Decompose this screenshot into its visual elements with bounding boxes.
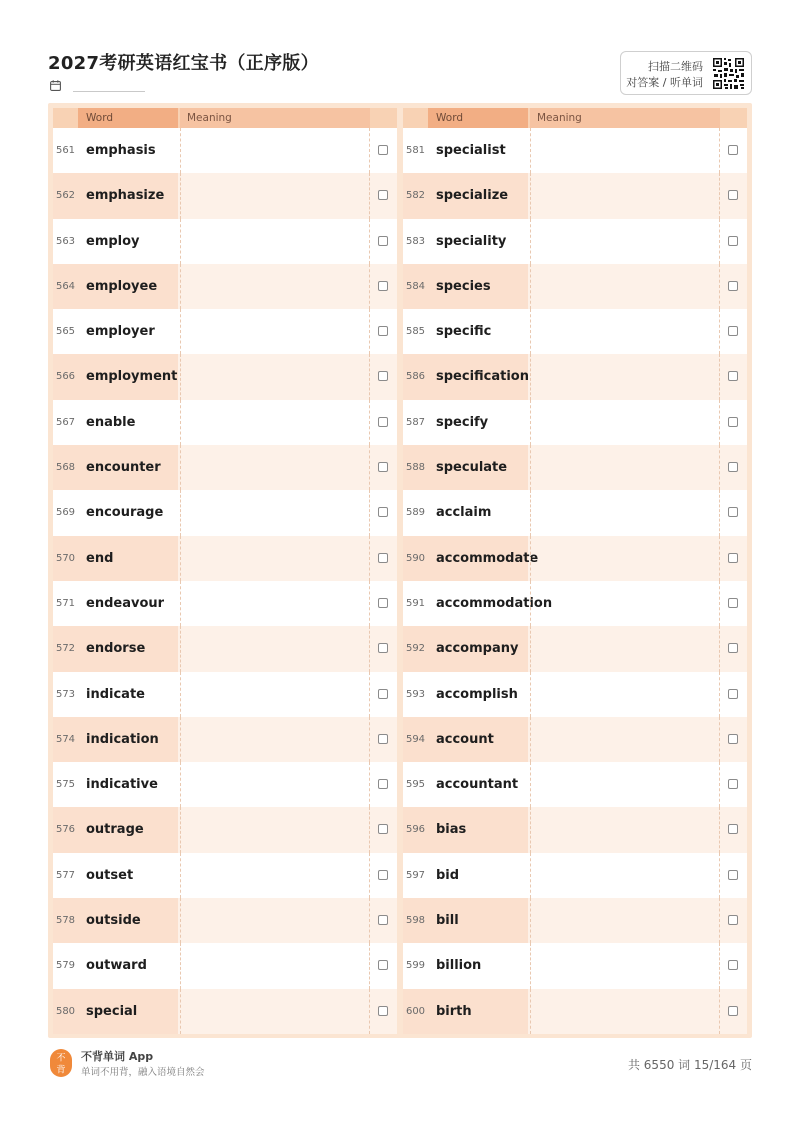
- meaning-field[interactable]: [530, 490, 720, 535]
- table-row: [403, 128, 747, 173]
- meaning-field[interactable]: [530, 264, 720, 309]
- table-row: [53, 490, 397, 535]
- vocab-table-right: [403, 108, 747, 1034]
- footer-slogan: 单词不用背，融入语境自然会: [81, 1067, 205, 1078]
- table-row: [403, 762, 747, 807]
- table-row: [403, 445, 747, 490]
- table-row: [53, 898, 397, 943]
- table-row: [403, 309, 747, 354]
- row-number: 599: [405, 960, 426, 972]
- vocab-word: billion: [436, 958, 482, 974]
- meaning-field[interactable]: [180, 581, 370, 626]
- vocab-word: outset: [86, 867, 134, 883]
- meaning-field[interactable]: [530, 400, 720, 445]
- row-number: 598: [403, 898, 428, 943]
- row-checkbox[interactable]: [728, 145, 738, 155]
- row-number: 575: [55, 779, 76, 791]
- vocab-word: specialist: [436, 143, 506, 158]
- row-number: 574: [53, 717, 78, 762]
- table-body: [403, 128, 747, 1034]
- row-checkbox[interactable]: [728, 553, 738, 563]
- row-checkbox[interactable]: [378, 734, 388, 744]
- meaning-field[interactable]: [180, 626, 370, 671]
- meaning-field[interactable]: [180, 536, 370, 581]
- row-checkbox[interactable]: [728, 326, 738, 336]
- row-checkbox[interactable]: [728, 190, 738, 200]
- row-number: 569: [55, 507, 76, 519]
- row-checkbox[interactable]: [728, 417, 738, 427]
- meaning-field[interactable]: [180, 219, 370, 264]
- vocab-word: encourage: [86, 505, 164, 521]
- vocabulary-sheet: [48, 103, 752, 1038]
- vocab-word: enable: [86, 414, 136, 430]
- table-row: [403, 989, 747, 1034]
- vocab-word: specify: [436, 414, 489, 430]
- table-row: [53, 626, 397, 671]
- row-checkbox[interactable]: [378, 371, 388, 381]
- vocab-word: indicative: [86, 777, 158, 793]
- meaning-field[interactable]: [180, 128, 370, 173]
- date-row: [50, 79, 150, 93]
- row-checkbox[interactable]: [378, 326, 388, 336]
- app-logo-icon: [50, 1049, 72, 1077]
- meaning-field[interactable]: [530, 807, 720, 852]
- vocab-word: endorse: [78, 626, 178, 671]
- table-row: [53, 807, 397, 852]
- page-title: 2027考研英语红宝书（正序版）: [48, 53, 319, 74]
- table-row: [403, 898, 747, 943]
- row-number: 591: [405, 597, 426, 609]
- row-checkbox[interactable]: [378, 145, 388, 155]
- row-checkbox[interactable]: [378, 960, 388, 970]
- vocab-word: accountant: [436, 777, 519, 793]
- vocab-word: speciality: [436, 233, 507, 249]
- meaning-field[interactable]: [180, 943, 370, 988]
- row-number: 593: [405, 688, 426, 700]
- row-number: 594: [403, 717, 428, 762]
- table-row: [53, 672, 397, 717]
- row-checkbox[interactable]: [728, 824, 738, 834]
- meaning-field[interactable]: [180, 853, 370, 898]
- row-number: 578: [53, 898, 78, 943]
- meaning-field[interactable]: [180, 807, 370, 852]
- row-number: 589: [405, 507, 426, 519]
- page-counter: 共 6550 词 15/164 页: [627, 1058, 752, 1072]
- meaning-field[interactable]: [530, 762, 720, 807]
- table-row: [53, 309, 397, 354]
- row-number: 582: [403, 173, 428, 218]
- vocab-word: accommodation: [436, 595, 553, 611]
- vocab-word: employ: [86, 233, 140, 249]
- qr-code-icon[interactable]: [712, 57, 745, 90]
- row-checkbox[interactable]: [378, 507, 388, 517]
- row-checkbox[interactable]: [378, 236, 388, 246]
- row-number: 584: [403, 264, 428, 309]
- meaning-field[interactable]: [180, 717, 370, 762]
- svg-text:不: 不: [56, 1053, 66, 1064]
- table-row: [53, 581, 397, 626]
- vocab-word: speculate: [428, 445, 528, 490]
- row-number: 565: [55, 326, 76, 338]
- row-number: 597: [405, 869, 426, 881]
- meaning-field[interactable]: [180, 989, 370, 1034]
- vocab-word: specialize: [428, 173, 528, 218]
- table-row: [53, 853, 397, 898]
- row-checkbox[interactable]: [378, 190, 388, 200]
- table-row: [53, 173, 397, 218]
- vocab-word: indicate: [86, 686, 145, 702]
- meaning-field[interactable]: [530, 581, 720, 626]
- row-checkbox[interactable]: [378, 779, 388, 789]
- row-checkbox[interactable]: [378, 462, 388, 472]
- row-number: 581: [405, 145, 426, 156]
- row-checkbox[interactable]: [728, 734, 738, 744]
- row-number: 571: [55, 597, 76, 609]
- row-checkbox[interactable]: [728, 960, 738, 970]
- row-checkbox[interactable]: [378, 915, 388, 925]
- row-number: 595: [405, 779, 426, 791]
- row-checkbox[interactable]: [728, 1006, 738, 1016]
- footer-app-name: 不背单词 App: [81, 1050, 154, 1063]
- row-checkbox[interactable]: [378, 417, 388, 427]
- meaning-field[interactable]: [530, 898, 720, 943]
- vocab-word: indication: [78, 717, 178, 762]
- vocab-word: special: [78, 989, 178, 1034]
- meaning-field[interactable]: [530, 128, 720, 173]
- row-number: 566: [53, 354, 78, 399]
- qr-caption-line2: 对答案 / 听单词: [626, 76, 703, 89]
- table-row: [53, 717, 397, 762]
- vocab-word: birth: [428, 989, 528, 1034]
- row-checkbox[interactable]: [378, 1006, 388, 1016]
- qr-caption-line1: 扫描二维码: [648, 60, 703, 73]
- row-number: 561: [55, 145, 76, 156]
- meaning-field[interactable]: [530, 672, 720, 717]
- vocab-word: acclaim: [436, 505, 492, 521]
- row-checkbox[interactable]: [728, 598, 738, 608]
- meaning-field[interactable]: [530, 354, 720, 399]
- row-checkbox[interactable]: [378, 643, 388, 653]
- meaning-field[interactable]: [180, 898, 370, 943]
- meaning-field[interactable]: [530, 626, 720, 671]
- row-checkbox[interactable]: [728, 689, 738, 699]
- row-number: 586: [403, 354, 428, 399]
- meaning-field[interactable]: [530, 536, 720, 581]
- vocab-word: encounter: [78, 445, 178, 490]
- table-header: [53, 108, 397, 128]
- vocab-word: emphasis: [86, 143, 156, 158]
- row-number: 576: [53, 807, 78, 852]
- row-number: 583: [405, 235, 426, 247]
- vocab-word: bid: [436, 867, 460, 883]
- row-checkbox[interactable]: [728, 507, 738, 517]
- table-header: [403, 108, 747, 128]
- meaning-field[interactable]: [530, 219, 720, 264]
- row-number: 570: [53, 536, 78, 581]
- table-row: [403, 536, 747, 581]
- vocab-word: specific: [436, 324, 492, 340]
- table-row: [403, 219, 747, 264]
- row-number: 580: [53, 989, 78, 1034]
- table-row: [403, 853, 747, 898]
- date-field[interactable]: [73, 91, 145, 92]
- column-header-word: Word: [78, 108, 178, 128]
- row-number: 564: [53, 264, 78, 309]
- row-checkbox[interactable]: [728, 915, 738, 925]
- column-header-word: Word: [428, 108, 528, 128]
- row-number: 590: [403, 536, 428, 581]
- row-number: 588: [403, 445, 428, 490]
- table-row: [403, 581, 747, 626]
- vocab-word: employer: [86, 324, 155, 340]
- meaning-field[interactable]: [180, 762, 370, 807]
- vocab-word: emphasize: [78, 173, 178, 218]
- vocab-word: outside: [78, 898, 178, 943]
- table-row: [53, 943, 397, 988]
- vocab-table-left: [53, 108, 397, 1034]
- vocab-word: outrage: [78, 807, 178, 852]
- row-checkbox[interactable]: [378, 824, 388, 834]
- table-row: [403, 173, 747, 218]
- row-number: 568: [53, 445, 78, 490]
- meaning-field[interactable]: [180, 490, 370, 535]
- vocab-word: specification: [428, 354, 528, 399]
- meaning-field[interactable]: [180, 672, 370, 717]
- vocab-word: account: [428, 717, 528, 762]
- row-checkbox[interactable]: [378, 870, 388, 880]
- row-checkbox[interactable]: [728, 870, 738, 880]
- table-row: [53, 445, 397, 490]
- row-number: 592: [403, 626, 428, 671]
- table-row: [403, 943, 747, 988]
- row-checkbox[interactable]: [728, 779, 738, 789]
- row-checkbox[interactable]: [728, 462, 738, 472]
- table-row: [53, 536, 397, 581]
- vocab-word: bill: [428, 898, 528, 943]
- row-checkbox[interactable]: [378, 598, 388, 608]
- table-row: [53, 219, 397, 264]
- vocab-word: accomplish: [436, 686, 518, 702]
- row-checkbox[interactable]: [378, 281, 388, 291]
- row-checkbox[interactable]: [728, 281, 738, 291]
- table-row: [403, 717, 747, 762]
- vocab-word: species: [428, 264, 528, 309]
- table-row: [53, 354, 397, 399]
- row-checkbox[interactable]: [378, 553, 388, 563]
- table-row: [403, 354, 747, 399]
- table-row: [403, 626, 747, 671]
- meaning-field[interactable]: [180, 309, 370, 354]
- table-row: [53, 762, 397, 807]
- row-checkbox[interactable]: [728, 236, 738, 246]
- meaning-field[interactable]: [530, 943, 720, 988]
- row-checkbox[interactable]: [728, 643, 738, 653]
- meaning-field[interactable]: [530, 173, 720, 218]
- vocab-word: employment: [78, 354, 178, 399]
- vocab-word: employee: [78, 264, 178, 309]
- row-number: 577: [55, 869, 76, 881]
- qr-caption: [626, 59, 703, 91]
- row-checkbox[interactable]: [378, 689, 388, 699]
- meaning-field[interactable]: [530, 989, 720, 1034]
- meaning-field[interactable]: [530, 309, 720, 354]
- column-header-meaning: Meaning: [180, 108, 370, 128]
- table-row: [403, 807, 747, 852]
- table-row: [403, 264, 747, 309]
- meaning-field[interactable]: [180, 400, 370, 445]
- table-row: [53, 989, 397, 1034]
- vocab-word: endeavour: [86, 595, 165, 611]
- table-body: [53, 128, 397, 1034]
- table-row: [53, 128, 397, 173]
- row-number: 600: [403, 989, 428, 1034]
- table-row: [53, 264, 397, 309]
- row-number: 562: [53, 173, 78, 218]
- table-row: [53, 400, 397, 445]
- meaning-field[interactable]: [180, 445, 370, 490]
- row-number: 573: [55, 688, 76, 700]
- svg-text:背: 背: [56, 1065, 66, 1076]
- table-row: [403, 672, 747, 717]
- vocab-word: accommodate: [428, 536, 528, 581]
- meaning-field[interactable]: [530, 853, 720, 898]
- vocab-word: accompany: [428, 626, 528, 671]
- table-row: [403, 400, 747, 445]
- meaning-field[interactable]: [530, 717, 720, 762]
- meaning-field[interactable]: [180, 173, 370, 218]
- row-number: 596: [403, 807, 428, 852]
- row-number: 579: [55, 960, 76, 972]
- row-checkbox[interactable]: [728, 371, 738, 381]
- qr-panel[interactable]: [620, 51, 752, 95]
- row-number: 572: [53, 626, 78, 671]
- meaning-field[interactable]: [530, 445, 720, 490]
- table-row: [403, 490, 747, 535]
- row-number: 585: [405, 326, 426, 338]
- meaning-field[interactable]: [180, 354, 370, 399]
- row-number: 563: [55, 235, 76, 247]
- row-number: 567: [55, 416, 76, 428]
- vocab-word: bias: [428, 807, 528, 852]
- vocab-word: outward: [86, 958, 147, 974]
- row-number: 587: [405, 416, 426, 428]
- meaning-field[interactable]: [180, 264, 370, 309]
- column-header-meaning: Meaning: [530, 108, 720, 128]
- calendar-icon: [50, 80, 61, 91]
- vocab-word: end: [78, 536, 178, 581]
